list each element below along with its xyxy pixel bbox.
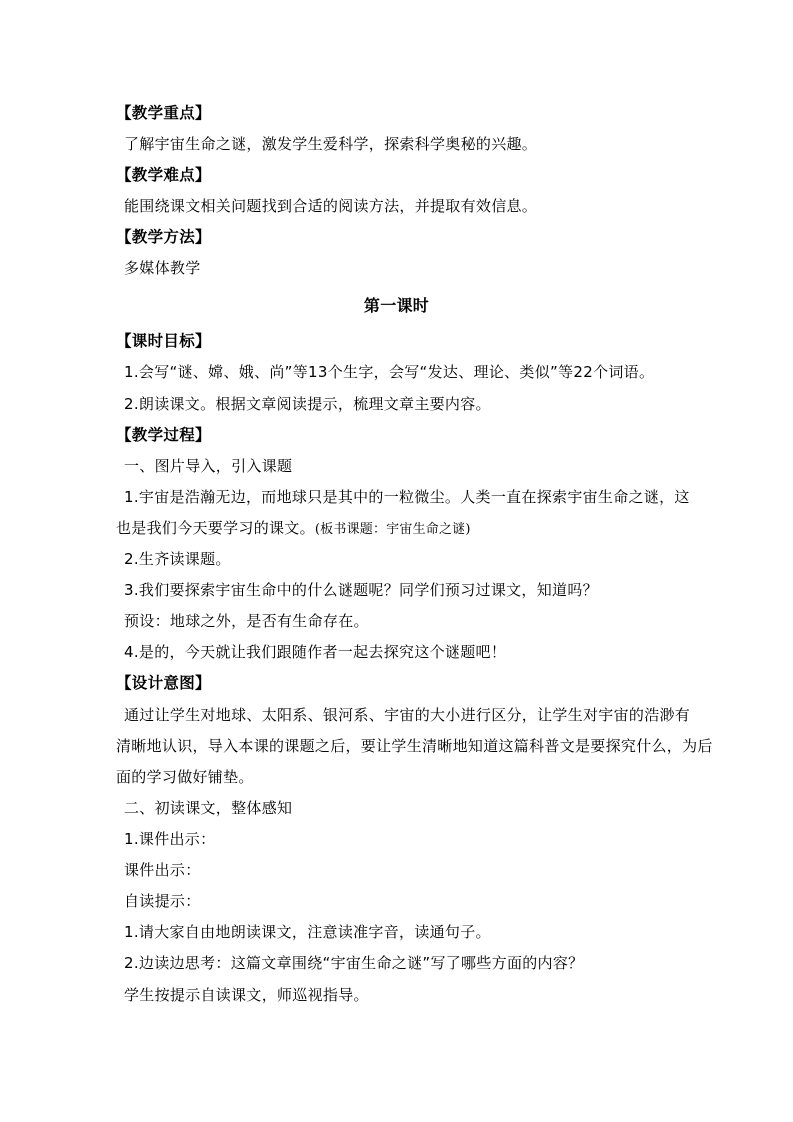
step-text: 1.宇宙是浩瀚无边，而地球只是其中的一粒微尘。人类一直在探索宇宙生命之谜，这 (124, 488, 690, 506)
objective-item: 1.会写“谜、嫦、娥、尚”等13个生字，会写“发达、理论、类似”等22个词语。 (124, 363, 655, 381)
lesson-title: 第一课时 (363, 296, 430, 315)
objectives-heading: 【课时目标】 (116, 332, 211, 350)
step-text-main: 也是我们今天要学习的课文。 (116, 519, 315, 537)
tip-item: 1.请大家自由地朗读课文，注意读准字音，读通句子。 (124, 923, 491, 941)
method-text: 多媒体教学 (124, 259, 201, 277)
key-points-heading: 【教学重点】 (116, 104, 211, 122)
intent-text: 面的学习做好铺垫。 (116, 768, 254, 786)
preset-text: 预设：地球之外，是否有生命存在。 (124, 612, 369, 630)
self-read-tip: 自读提示： (124, 892, 201, 910)
difficulty-heading: 【教学难点】 (116, 166, 211, 184)
intent-heading: 【设计意图】 (116, 674, 211, 692)
board-note: (板书课题：宇宙生命之谜) (314, 522, 471, 537)
difficulty-text: 能围绕课文相关问题找到合适的阅读方法，并提取有效信息。 (124, 197, 538, 215)
step-text: 2.生齐读课题。 (124, 550, 231, 568)
section-title: 二、初读课文，整体感知 (124, 799, 293, 817)
step-text: 3.我们要探索宇宙生命中的什么谜题呢？同学们预习过课文，知道吗？ (124, 581, 598, 599)
objective-item: 2.朗读课文。根据文章阅读提示，梳理文章主要内容。 (124, 395, 491, 413)
courseware-text: 1.课件出示： (124, 830, 216, 848)
step-text: 4.是的，今天就让我们跟随作者一起去探究这个谜题吧！ (124, 643, 507, 661)
section-title: 一、图片导入，引入课题 (124, 457, 293, 475)
courseware-text: 课件出示： (124, 861, 201, 879)
intent-text: 通过让学生对地球、太阳系、银河系、宇宙的大小进行区分，让学生对宇宙的浩渺有 (124, 706, 691, 724)
key-points-text: 了解宇宙生命之谜，激发学生爱科学，探索科学奥秘的兴趣。 (124, 135, 538, 153)
method-heading: 【教学方法】 (116, 228, 211, 246)
tip-item: 2.边读边思考：这篇文章围绕“宇宙生命之谜”写了哪些方面的内容？ (124, 954, 584, 972)
step-text (116, 518, 471, 540)
intent-text: 清晰地认识，导入本课的课题之后，要让学生清晰地知道这篇科普文是要探究什么，为后 (116, 737, 713, 755)
closing-text: 学生按提示自读课文，师巡视指导。 (124, 986, 369, 1004)
process-heading: 【教学过程】 (116, 426, 211, 444)
